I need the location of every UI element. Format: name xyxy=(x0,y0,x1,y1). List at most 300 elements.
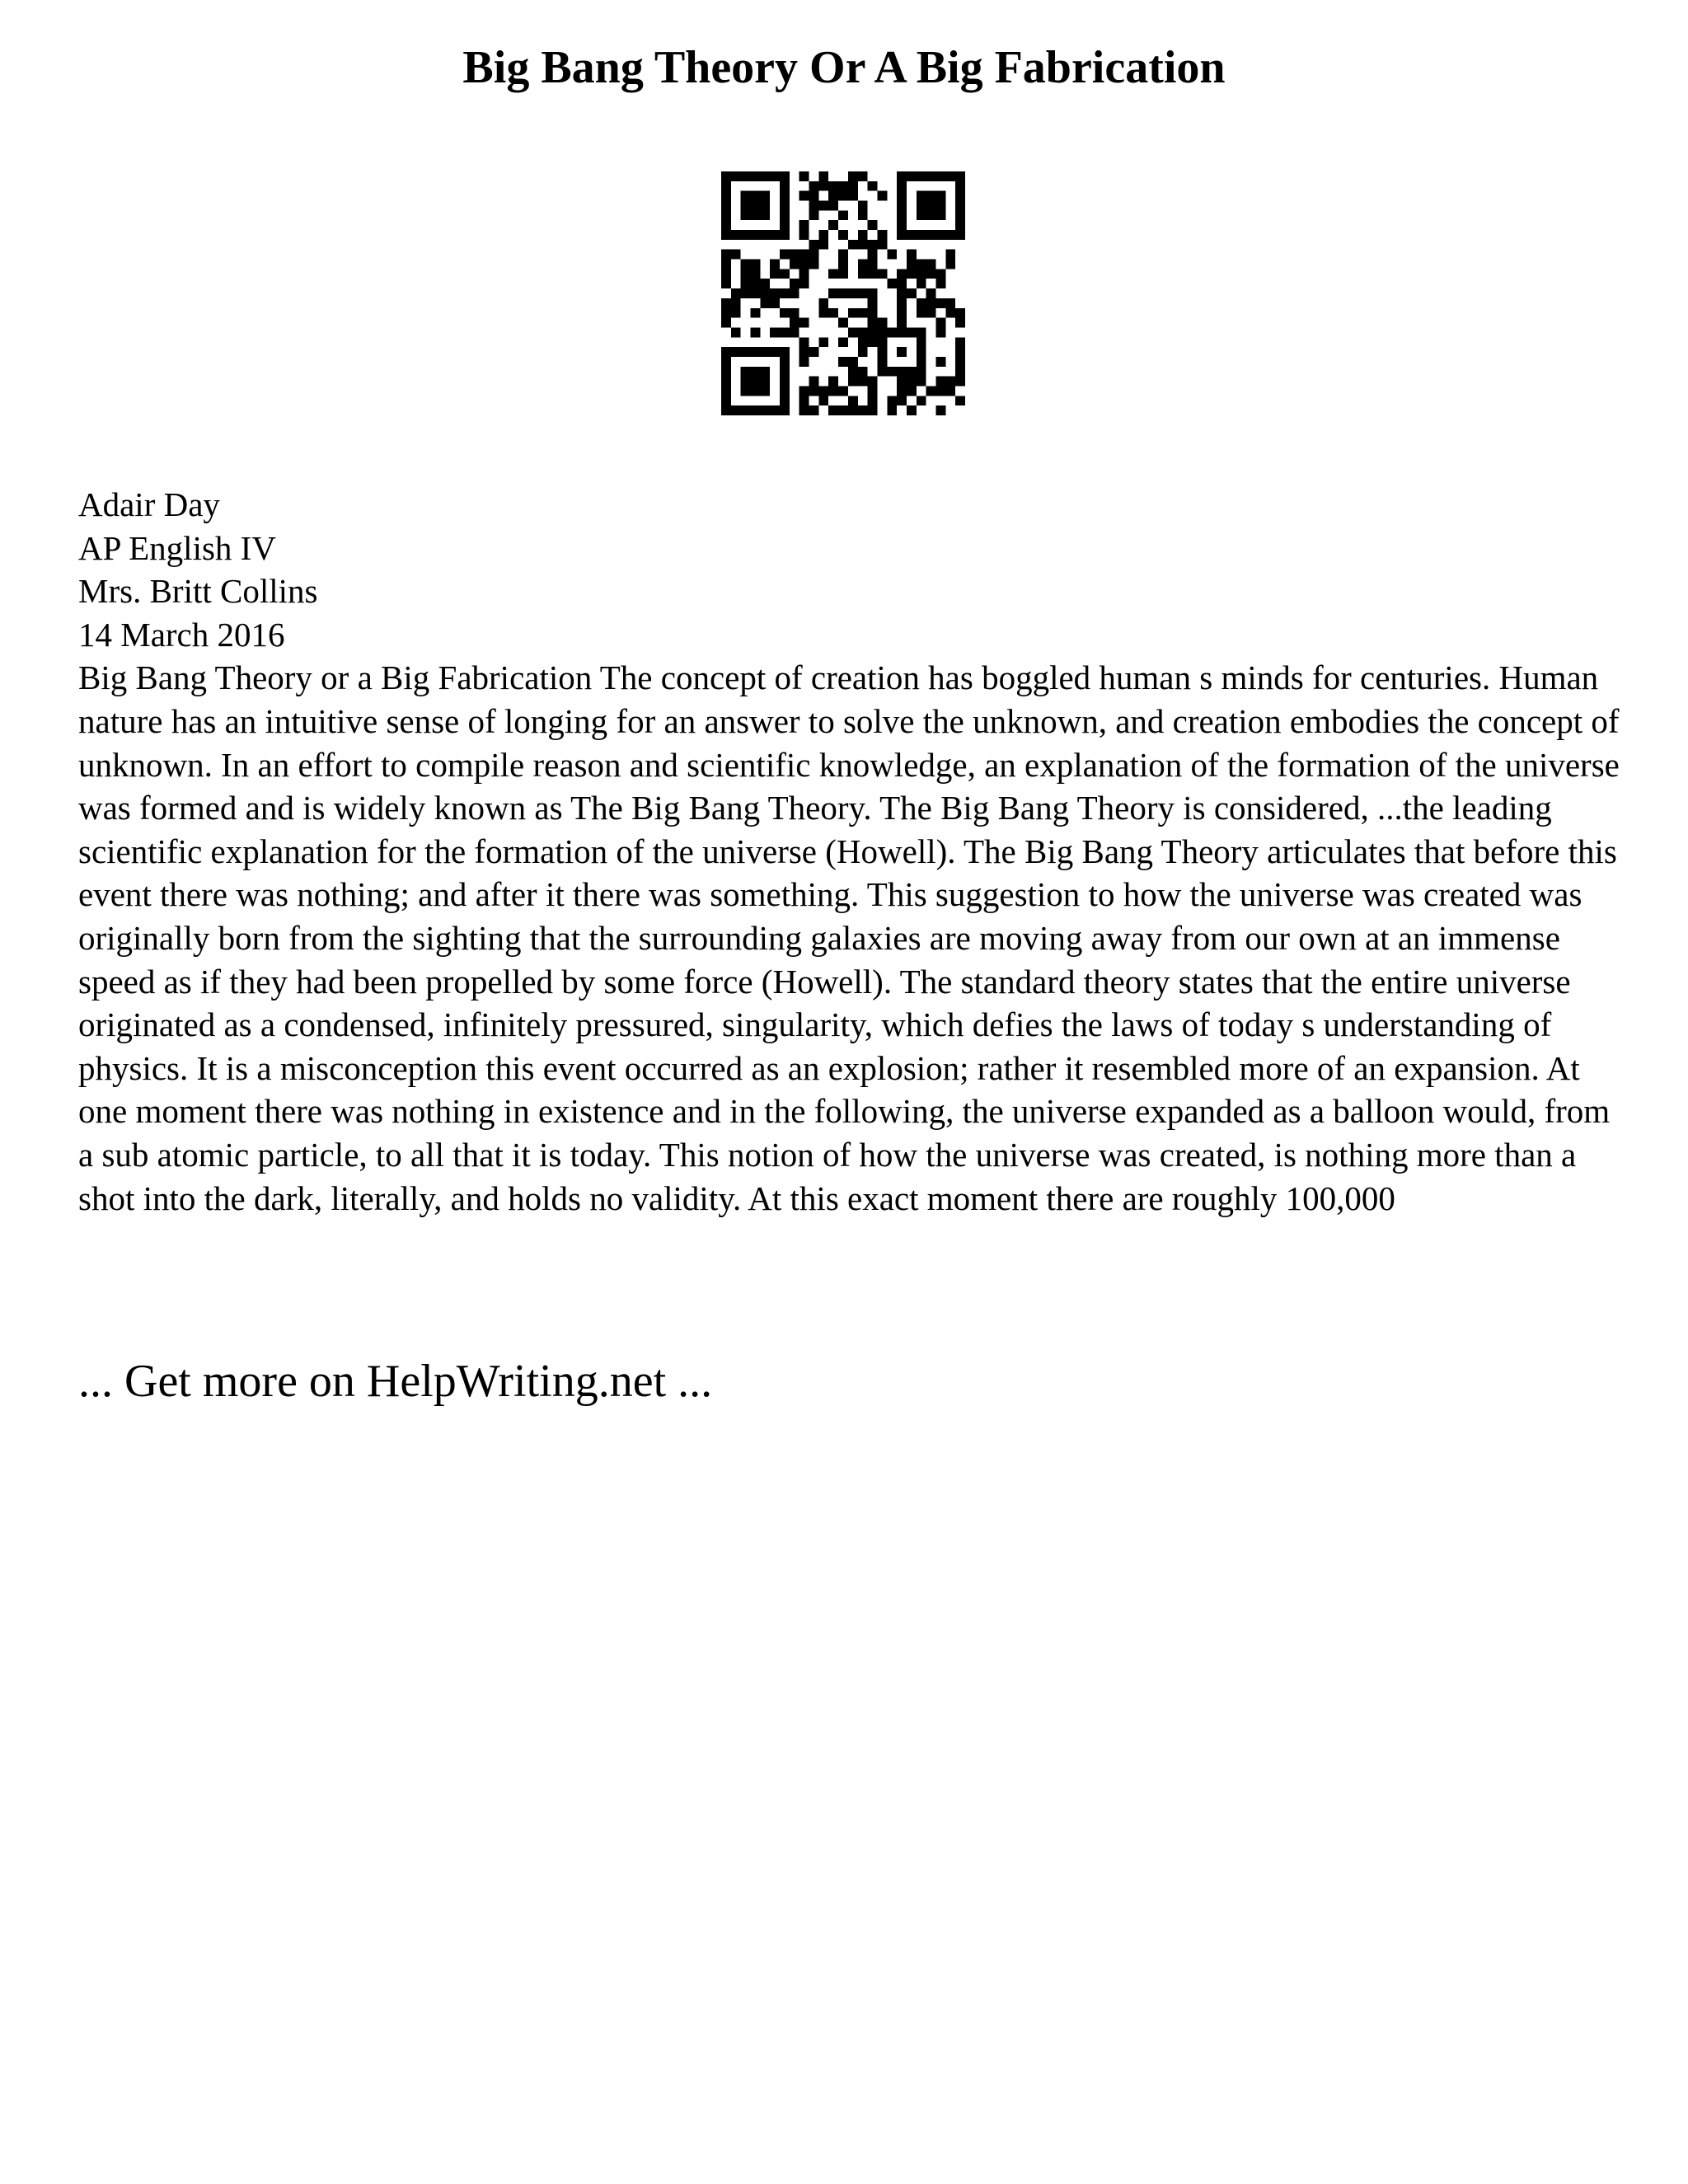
qr-module xyxy=(955,347,965,357)
qr-module xyxy=(731,171,741,181)
qr-module xyxy=(828,269,838,279)
qr-module xyxy=(917,396,926,405)
qr-module xyxy=(760,405,770,415)
qr-module xyxy=(780,327,790,337)
qr-module xyxy=(751,191,761,201)
qr-module xyxy=(780,210,790,220)
qr-module xyxy=(868,337,878,347)
qr-module xyxy=(897,210,907,220)
qr-module xyxy=(955,230,965,240)
qr-module xyxy=(790,318,799,328)
qr-code-icon[interactable] xyxy=(721,171,965,415)
qr-module xyxy=(809,240,819,250)
essay-date: 14 March 2016 xyxy=(78,615,285,654)
qr-module xyxy=(799,396,809,405)
qr-module xyxy=(868,405,878,415)
qr-module xyxy=(818,181,828,191)
qr-module xyxy=(945,386,955,396)
qr-module xyxy=(721,171,731,181)
qr-module xyxy=(926,288,936,298)
qr-module xyxy=(897,298,907,308)
qr-module xyxy=(799,386,809,396)
qr-module xyxy=(868,240,878,250)
qr-module xyxy=(897,288,907,298)
qr-module xyxy=(848,377,858,387)
qr-module xyxy=(721,357,731,367)
qr-module xyxy=(926,230,936,240)
qr-module xyxy=(917,171,926,181)
qr-module xyxy=(721,260,731,269)
qr-module xyxy=(858,240,868,250)
qr-module xyxy=(760,367,770,377)
qr-module xyxy=(790,279,799,288)
qr-module xyxy=(858,201,868,211)
qr-module xyxy=(741,230,751,240)
qr-module xyxy=(721,298,731,308)
qr-module xyxy=(721,191,731,201)
qr-module xyxy=(751,210,761,220)
qr-module xyxy=(897,377,907,387)
qr-module xyxy=(818,308,828,318)
qr-module xyxy=(721,396,731,405)
qr-module xyxy=(828,405,838,415)
qr-module xyxy=(926,386,936,396)
qr-module xyxy=(917,201,926,211)
qr-module xyxy=(926,210,936,220)
qr-module xyxy=(907,250,917,260)
qr-module xyxy=(848,181,858,191)
qr-module xyxy=(935,269,945,279)
qr-module xyxy=(721,405,731,415)
qr-module xyxy=(877,367,887,377)
qr-module xyxy=(731,347,741,357)
qr-module xyxy=(799,220,809,230)
qr-module xyxy=(877,269,887,279)
qr-module xyxy=(780,405,790,415)
qr-module xyxy=(721,269,731,279)
qr-module xyxy=(868,220,878,230)
qr-module xyxy=(907,269,917,279)
qr-module xyxy=(848,240,858,250)
qr-module xyxy=(945,308,955,318)
qr-module xyxy=(741,260,751,269)
qr-module xyxy=(741,269,751,279)
qr-module xyxy=(809,181,819,191)
qr-module xyxy=(828,288,838,298)
qr-module xyxy=(780,230,790,240)
qr-module xyxy=(877,191,887,201)
qr-module xyxy=(926,298,936,308)
qr-module xyxy=(721,367,731,377)
qr-module xyxy=(818,171,828,181)
qr-module xyxy=(935,405,945,415)
qr-module xyxy=(741,171,751,181)
qr-module xyxy=(868,308,878,318)
qr-module xyxy=(868,327,878,337)
qr-module xyxy=(760,171,770,181)
qr-module xyxy=(917,260,926,269)
qr-module xyxy=(760,191,770,201)
qr-module xyxy=(838,260,848,269)
qr-module xyxy=(799,337,809,347)
author-name: Adair Day xyxy=(78,485,220,523)
qr-module xyxy=(917,210,926,220)
qr-module xyxy=(721,318,731,328)
qr-module xyxy=(858,347,868,357)
qr-module xyxy=(751,201,761,211)
qr-module xyxy=(770,298,780,308)
qr-module xyxy=(770,288,780,298)
qr-module xyxy=(897,230,907,240)
qr-module xyxy=(868,377,878,387)
qr-module xyxy=(955,191,965,201)
qr-module xyxy=(848,405,858,415)
qr-module xyxy=(809,250,819,260)
qr-module xyxy=(907,367,917,377)
qr-module xyxy=(897,171,907,181)
qr-module xyxy=(780,347,790,357)
qr-module xyxy=(917,357,926,367)
qr-module xyxy=(935,191,945,201)
qr-module xyxy=(799,357,809,367)
qr-module xyxy=(741,347,751,357)
qr-module xyxy=(731,327,741,337)
essay-text xyxy=(78,483,1620,1220)
qr-module xyxy=(838,357,848,367)
qr-module xyxy=(917,230,926,240)
qr-module xyxy=(897,386,907,396)
qr-module xyxy=(751,260,761,269)
qr-module xyxy=(868,250,878,260)
qr-module xyxy=(780,308,790,318)
qr-module xyxy=(955,337,965,347)
qr-module xyxy=(721,308,731,318)
qr-module xyxy=(935,298,945,308)
qr-module xyxy=(809,210,819,220)
qr-module xyxy=(799,230,809,240)
qr-module xyxy=(926,260,936,269)
qr-module xyxy=(887,250,897,260)
qr-module xyxy=(917,298,926,308)
qr-module xyxy=(818,201,828,211)
qr-module xyxy=(760,298,770,308)
qr-module xyxy=(780,386,790,396)
qr-module xyxy=(917,337,926,347)
qr-module xyxy=(935,279,945,288)
qr-module xyxy=(818,386,828,396)
qr-module xyxy=(721,201,731,211)
qr-module xyxy=(868,181,878,191)
qr-module xyxy=(955,367,965,377)
qr-module xyxy=(877,337,887,347)
qr-module xyxy=(897,269,907,279)
qr-module xyxy=(790,260,799,269)
qr-module xyxy=(858,337,868,347)
qr-module xyxy=(848,357,858,367)
more-link[interactable]: ... Get more on HelpWriting.net ... xyxy=(78,1356,713,1407)
qr-module xyxy=(935,377,945,387)
qr-module xyxy=(955,210,965,220)
qr-module xyxy=(751,171,761,181)
qr-module xyxy=(790,288,799,298)
qr-module xyxy=(828,181,838,191)
qr-module xyxy=(741,377,751,387)
qr-module xyxy=(780,220,790,230)
qr-module xyxy=(770,171,780,181)
qr-module xyxy=(731,230,741,240)
qr-module xyxy=(751,308,761,318)
qr-module xyxy=(897,279,907,288)
qr-module xyxy=(935,230,945,240)
qr-module xyxy=(838,288,848,298)
qr-module xyxy=(955,318,965,328)
qr-module xyxy=(838,250,848,260)
qr-module xyxy=(877,347,887,357)
qr-module xyxy=(848,191,858,201)
qr-module xyxy=(917,347,926,357)
qr-module xyxy=(838,405,848,415)
qr-module xyxy=(799,191,809,201)
qr-module xyxy=(780,269,790,279)
qr-module xyxy=(751,327,761,337)
qr-module xyxy=(741,191,751,201)
qr-module xyxy=(828,377,838,387)
qr-module xyxy=(809,260,819,269)
qr-module xyxy=(897,327,907,337)
qr-module xyxy=(868,260,878,269)
qr-module xyxy=(926,191,936,201)
qr-module xyxy=(917,367,926,377)
teacher-name: Mrs. Britt Collins xyxy=(78,572,318,611)
qr-module xyxy=(868,298,878,308)
qr-module xyxy=(838,386,848,396)
qr-module xyxy=(848,367,858,377)
qr-module xyxy=(828,386,838,396)
qr-module xyxy=(945,298,955,308)
qr-module xyxy=(741,288,751,298)
qr-module xyxy=(955,357,965,367)
qr-module xyxy=(751,386,761,396)
qr-module xyxy=(731,288,741,298)
qr-module xyxy=(780,367,790,377)
qr-module xyxy=(897,201,907,211)
qr-module xyxy=(751,269,761,279)
qr-module xyxy=(741,201,751,211)
qr-module xyxy=(868,396,878,405)
qr-module xyxy=(828,191,838,201)
qr-module xyxy=(741,386,751,396)
qr-module xyxy=(780,377,790,387)
qr-module xyxy=(721,377,731,387)
qr-module xyxy=(741,279,751,288)
qr-module xyxy=(945,260,955,269)
qr-module xyxy=(818,337,828,347)
qr-module xyxy=(780,288,790,298)
qr-module xyxy=(848,288,858,298)
qr-module xyxy=(780,191,790,201)
qr-module xyxy=(955,220,965,230)
qr-module xyxy=(858,377,868,387)
qr-module xyxy=(897,308,907,318)
course-name: AP English IV xyxy=(78,528,276,567)
qr-module xyxy=(897,181,907,191)
qr-module xyxy=(955,396,965,405)
qr-module xyxy=(858,405,868,415)
qr-module xyxy=(741,367,751,377)
qr-module xyxy=(760,347,770,357)
qr-module xyxy=(887,367,897,377)
qr-module xyxy=(848,396,858,405)
qr-module xyxy=(760,377,770,387)
qr-module xyxy=(955,377,965,387)
qr-module xyxy=(721,279,731,288)
qr-module xyxy=(935,318,945,328)
qr-module xyxy=(897,347,907,357)
qr-module xyxy=(809,191,819,201)
qr-module xyxy=(935,357,945,367)
qr-module xyxy=(721,210,731,220)
qr-module xyxy=(926,308,936,318)
qr-module xyxy=(838,191,848,201)
qr-module xyxy=(818,396,828,405)
qr-module xyxy=(751,279,761,288)
qr-module xyxy=(945,250,955,260)
qr-module xyxy=(818,298,828,308)
qr-module xyxy=(887,405,897,415)
qr-module xyxy=(926,171,936,181)
qr-module xyxy=(780,171,790,181)
qr-module xyxy=(897,220,907,230)
qr-module xyxy=(780,396,790,405)
qr-module xyxy=(721,230,731,240)
qr-module xyxy=(809,405,819,415)
qr-module xyxy=(790,250,799,260)
qr-module xyxy=(799,260,809,269)
qr-module xyxy=(838,230,848,240)
qr-module xyxy=(917,327,926,337)
qr-module xyxy=(818,240,828,250)
qr-module xyxy=(770,327,780,337)
qr-module xyxy=(751,288,761,298)
qr-module xyxy=(917,269,926,279)
qr-module xyxy=(926,269,936,279)
qr-module xyxy=(935,386,945,396)
qr-module xyxy=(897,191,907,201)
qr-module xyxy=(887,327,897,337)
qr-module xyxy=(799,347,809,357)
qr-module xyxy=(907,327,917,337)
qr-module xyxy=(897,367,907,377)
qr-module xyxy=(955,181,965,191)
qr-module xyxy=(838,269,848,279)
qr-module xyxy=(917,308,926,318)
qr-module xyxy=(818,230,828,240)
qr-module xyxy=(790,308,799,318)
qr-module xyxy=(945,171,955,181)
qr-module xyxy=(877,230,887,240)
qr-module xyxy=(877,318,887,328)
qr-module xyxy=(770,269,780,279)
qr-module xyxy=(731,298,741,308)
qr-module xyxy=(848,327,858,337)
qr-module xyxy=(770,260,780,269)
qr-module xyxy=(760,210,770,220)
qr-module xyxy=(935,201,945,211)
qr-module xyxy=(799,171,809,181)
qr-module xyxy=(751,367,761,377)
qr-module xyxy=(955,171,965,181)
qr-module xyxy=(907,230,917,240)
qr-module xyxy=(907,377,917,387)
qr-module xyxy=(907,405,917,415)
qr-module xyxy=(751,377,761,387)
qr-module xyxy=(721,220,731,230)
qr-module xyxy=(799,269,809,279)
qr-module xyxy=(770,347,780,357)
qr-module xyxy=(935,327,945,337)
qr-module xyxy=(887,279,897,288)
qr-module xyxy=(897,396,907,405)
qr-module xyxy=(887,396,897,405)
qr-module xyxy=(897,318,907,328)
qr-module xyxy=(848,171,858,181)
qr-module xyxy=(751,405,761,415)
qr-module xyxy=(828,220,838,230)
qr-module xyxy=(790,327,799,337)
qr-module xyxy=(809,386,819,396)
page-title: Big Bang Theory Or A Big Fabrication xyxy=(462,42,1226,93)
qr-module xyxy=(935,171,945,181)
qr-module xyxy=(809,201,819,211)
qr-module xyxy=(731,250,741,260)
qr-module xyxy=(907,171,917,181)
qr-module xyxy=(858,327,868,337)
qr-module xyxy=(877,240,887,250)
qr-module xyxy=(917,279,926,288)
qr-module xyxy=(760,288,770,298)
qr-module xyxy=(799,279,809,288)
qr-module xyxy=(741,210,751,220)
qr-module xyxy=(955,308,965,318)
qr-module xyxy=(721,250,731,260)
qr-module xyxy=(907,288,917,298)
qr-module xyxy=(780,250,790,260)
qr-module xyxy=(868,318,878,328)
qr-module xyxy=(770,405,780,415)
qr-module xyxy=(848,308,858,318)
qr-module xyxy=(731,308,741,318)
qr-module xyxy=(809,377,819,387)
essay-body: Big Bang Theory or a Big Fabrication The concept of creation has boggled human s minds for centuries. Human nature has an intuitive sense of longing for an answer to solve the unknown, and creation embodies the concept of unknown. In an effort to compile reason and scientific knowledge, an explanation of the formation of the universe was formed and is widely known as The Big Bang Theory. The Big Bang Theory is considered, ...the leading scientific explanation for the formation of the universe (Howell). The Big Bang Theory articulates that before this event there was nothing; and after it there was something. This suggestion to how the universe was created was originally born from the sighting that the surrounding galaxies are moving away from our own at an immense speed as if they had been propelled by some force (Howell). The standard theory states that the entire universe originated as a condensed, infinitely pressured, singularity, which defies the laws of today s understanding of physics. It is a misconception this event occurred as an explosion; rather it resembled more of an expansion. At one moment there was nothing in existence and in the following, the universe expanded as a balloon would, from a sub atomic particle, to all that it is today. This notion of how the universe was created, is nothing more than a shot into the dark, literally, and holds no validity. At this exact moment there are roughly 100,000 xyxy=(78,658,1620,1217)
qr-module xyxy=(828,201,838,211)
qr-code-graphic xyxy=(721,171,965,415)
qr-module xyxy=(751,230,761,240)
qr-module xyxy=(917,191,926,201)
qr-module xyxy=(868,288,878,298)
qr-module xyxy=(945,230,955,240)
qr-module xyxy=(721,181,731,191)
qr-module xyxy=(741,405,751,415)
qr-module xyxy=(721,386,731,396)
qr-module xyxy=(760,230,770,240)
qr-module xyxy=(858,367,868,377)
qr-module xyxy=(858,171,868,181)
qr-module xyxy=(780,357,790,367)
qr-module xyxy=(907,386,917,396)
qr-module xyxy=(858,210,868,220)
qr-module xyxy=(780,181,790,191)
qr-module xyxy=(799,405,809,415)
